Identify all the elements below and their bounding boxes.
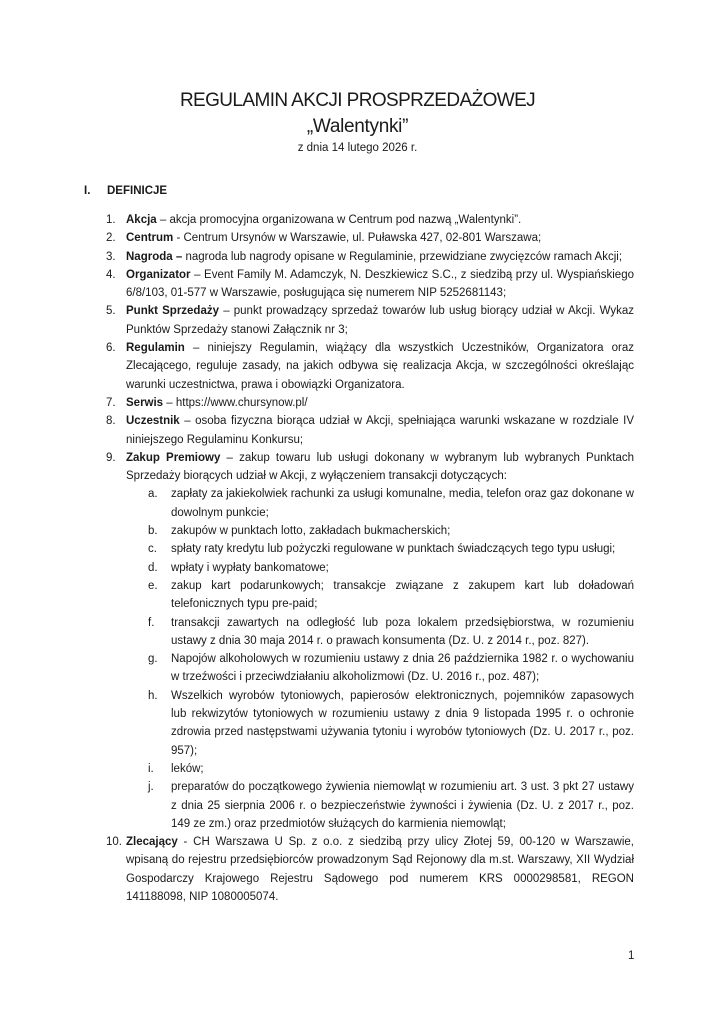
item-term: Zlecający (126, 836, 178, 849)
sub-item (148, 559, 634, 577)
sub-item-letter: g. (148, 653, 158, 666)
list-item (106, 266, 634, 303)
sub-item-text: Napojów alkoholowych w rozumieniu ustawy z dnia 26 października 1982 r. o wychowaniu w trzeźwości i przeciwdziałaniu alkoholizmowi (Dz. U. 2016 r., poz. 487); (171, 653, 634, 684)
sub-item-letter: i. (148, 762, 154, 775)
document-subtitle: „Walentynki” (306, 116, 409, 137)
list-item (106, 833, 634, 906)
item-term: Serwis (126, 396, 164, 409)
item-text: – zakup towaru lub usługi dokonany w wybranym lub wybranych Punktach Sprzedaży biorących udział w Akcji, z wyłączeniem transakcji dotyczących: (126, 451, 634, 483)
item-number: 4. (106, 268, 116, 281)
item-number: 8. (106, 415, 116, 428)
item-term: Punkt Sprzedaży (126, 305, 220, 318)
sub-item-text: spłaty raty kredytu lub pożyczki regulowane w punktach świadczących tego typu usługi; (171, 543, 616, 556)
list-item (106, 229, 634, 247)
item-number: 7. (106, 396, 116, 409)
item-text: – https://www.chursynow.pl/ (163, 396, 308, 409)
item-number: 2. (106, 232, 116, 245)
page-number: 1 (628, 950, 635, 962)
sub-item-text: zapłaty za jakiekolwiek rachunki za usługi komunalne, media, telefon oraz gaz dokonane w dowolnym punkcie; (171, 488, 634, 519)
list-item (106, 394, 634, 412)
sub-item (148, 687, 634, 760)
item-term: Akcja (126, 214, 157, 226)
list-item (106, 339, 634, 394)
sub-item-letter: j. (148, 781, 154, 794)
item-text: – Event Family M. Adamczyk, N. Deszkiewicz S.C., z siedzibą przy ul. Wyspiańskiego 6/8/103, 01-577 w Warszawie, posługująca się numerem NIP 5252681143; (126, 268, 634, 300)
item-term: Nagroda – (126, 250, 183, 263)
sub-item-text: Wszelkich wyrobów tytoniowych, papierosów elektronicznych, pojemników zapasowych lub rekwizytów tytoniowych w rozumieniu ustawy z dnia 9 listopada 1995 r. o ochronie zdrowia przed następstwami używania tytoniu i wyrobów tytoniowych (Dz. U. 2017 r., poz. 957); (171, 689, 634, 757)
item-text: – osoba fizyczna biorąca udział w Akcji, spełniająca warunki wskazane w rozdziale IV niniejszego Regulaminu Konkursu; (126, 415, 634, 446)
document-title: REGULAMIN AKCJI PROSPRZEDAŻOWEJ (179, 90, 536, 111)
item-number: 1. (106, 214, 116, 226)
list-item (106, 211, 634, 229)
item-text: – niniejszy Regulamin, wiążący dla wszystkich Uczestników, Organizatora oraz Zlecającego, reguluje zasady, na jakich odbywa się realizacja Akcja, w szczególności określając warunki uczestnictwa, prawa i obowiązki Organizatora. (126, 342, 634, 391)
item-term: Regulamin (126, 342, 185, 355)
item-number: 6. (106, 342, 116, 355)
item-text: – akcja promocyjna organizowana w Centrum pod nazwą „Walentynki”. (156, 214, 522, 226)
list-item (106, 449, 634, 486)
sub-item (148, 760, 634, 778)
sub-item (148, 522, 634, 540)
sub-item-text: leków; (171, 762, 204, 775)
item-number: 3. (106, 250, 116, 263)
sub-item-text: zakupów w punktach lotto, zakładach bukmacherskich; (171, 525, 451, 538)
section-heading (84, 185, 167, 197)
sub-item (148, 540, 634, 558)
sub-item-letter: b. (148, 525, 158, 538)
section-number: I. (84, 185, 91, 197)
item-text: nagroda lub nagrody opisane w Regulaminie, przewidziane zwycięzców ramach Akcji; (182, 250, 623, 263)
sub-item (148, 614, 634, 651)
sub-item-text: transakcji zawartych na odległość lub poza lokalem przedsiębiorstwa, w rozumieniu ustawy z dnia 30 maja 2014 r. o prawach konsumenta (Dz. U. z 2014 r., poz. 827). (171, 616, 634, 647)
sub-item (148, 650, 634, 687)
list-item (106, 412, 634, 449)
item-term: Zakup Premiowy (126, 451, 221, 464)
section-title: DEFINICJE (107, 185, 168, 197)
sub-item (148, 485, 634, 522)
item-term: Organizator (126, 268, 191, 281)
item-text: - Centrum Ursynów w Warszawie, ul. Puławska 427, 02-801 Warszawa; (173, 232, 542, 245)
item-number: 10. (106, 836, 122, 849)
sub-item-text: zakup kart podarunkowych; transakcje związane z zakupem kart lub doładowań telefonicznych typu pre-paid; (171, 579, 634, 611)
list-item (106, 302, 634, 339)
sub-item (148, 778, 634, 833)
sub-item-text: wpłaty i wypłaty bankomatowe; (171, 561, 329, 574)
sub-item-letter: h. (148, 689, 158, 702)
list-item (106, 248, 634, 266)
item-number: 5. (106, 305, 116, 318)
sub-item-letter: c. (148, 543, 157, 556)
document-date: z dnia 14 lutego 2026 r. (297, 142, 418, 154)
sub-item (148, 577, 634, 614)
item-text: – punkt prowadzący sprzedaż towarów lub usług biorący udział w Akcji. Wykaz Punktów Sprzedaży stanowi Załącznik nr 3; (126, 305, 635, 336)
sub-item-letter: f. (148, 616, 155, 629)
item-number: 9. (106, 451, 116, 464)
sub-item-letter: e. (148, 579, 158, 592)
sub-item-text: preparatów do początkowego żywienia niemowląt w rozumieniu art. 3 ust. 3 pkt 27 ustawy z dnia 25 sierpnia 2006 r. o bezpieczeństwie żywności i żywienia (Dz. U. z 2017 r., poz. 149 ze zm.) oraz przedmiotów służących do karmienia niemowląt; (171, 781, 634, 830)
sub-item-letter: d. (148, 561, 158, 574)
sub-item-letter: a. (148, 488, 158, 501)
definitions-list (106, 211, 634, 906)
item-term: Centrum (126, 232, 174, 245)
item-term: Uczestnik (126, 415, 180, 428)
item-text: - CH Warszawa U Sp. z o.o. z siedzibą przy ulicy Złotej 59, 00-120 w Warszawie, wpisaną do rejestru przedsiębiorców prowadzonym Sąd Rejonowy dla m.st. Warszawy, XII Wydział Gospodarczy Krajowego Rejestru Sądowego pod numerem KRS 0000298581, REGON 141188098, NIP 1080005074. (126, 836, 634, 903)
